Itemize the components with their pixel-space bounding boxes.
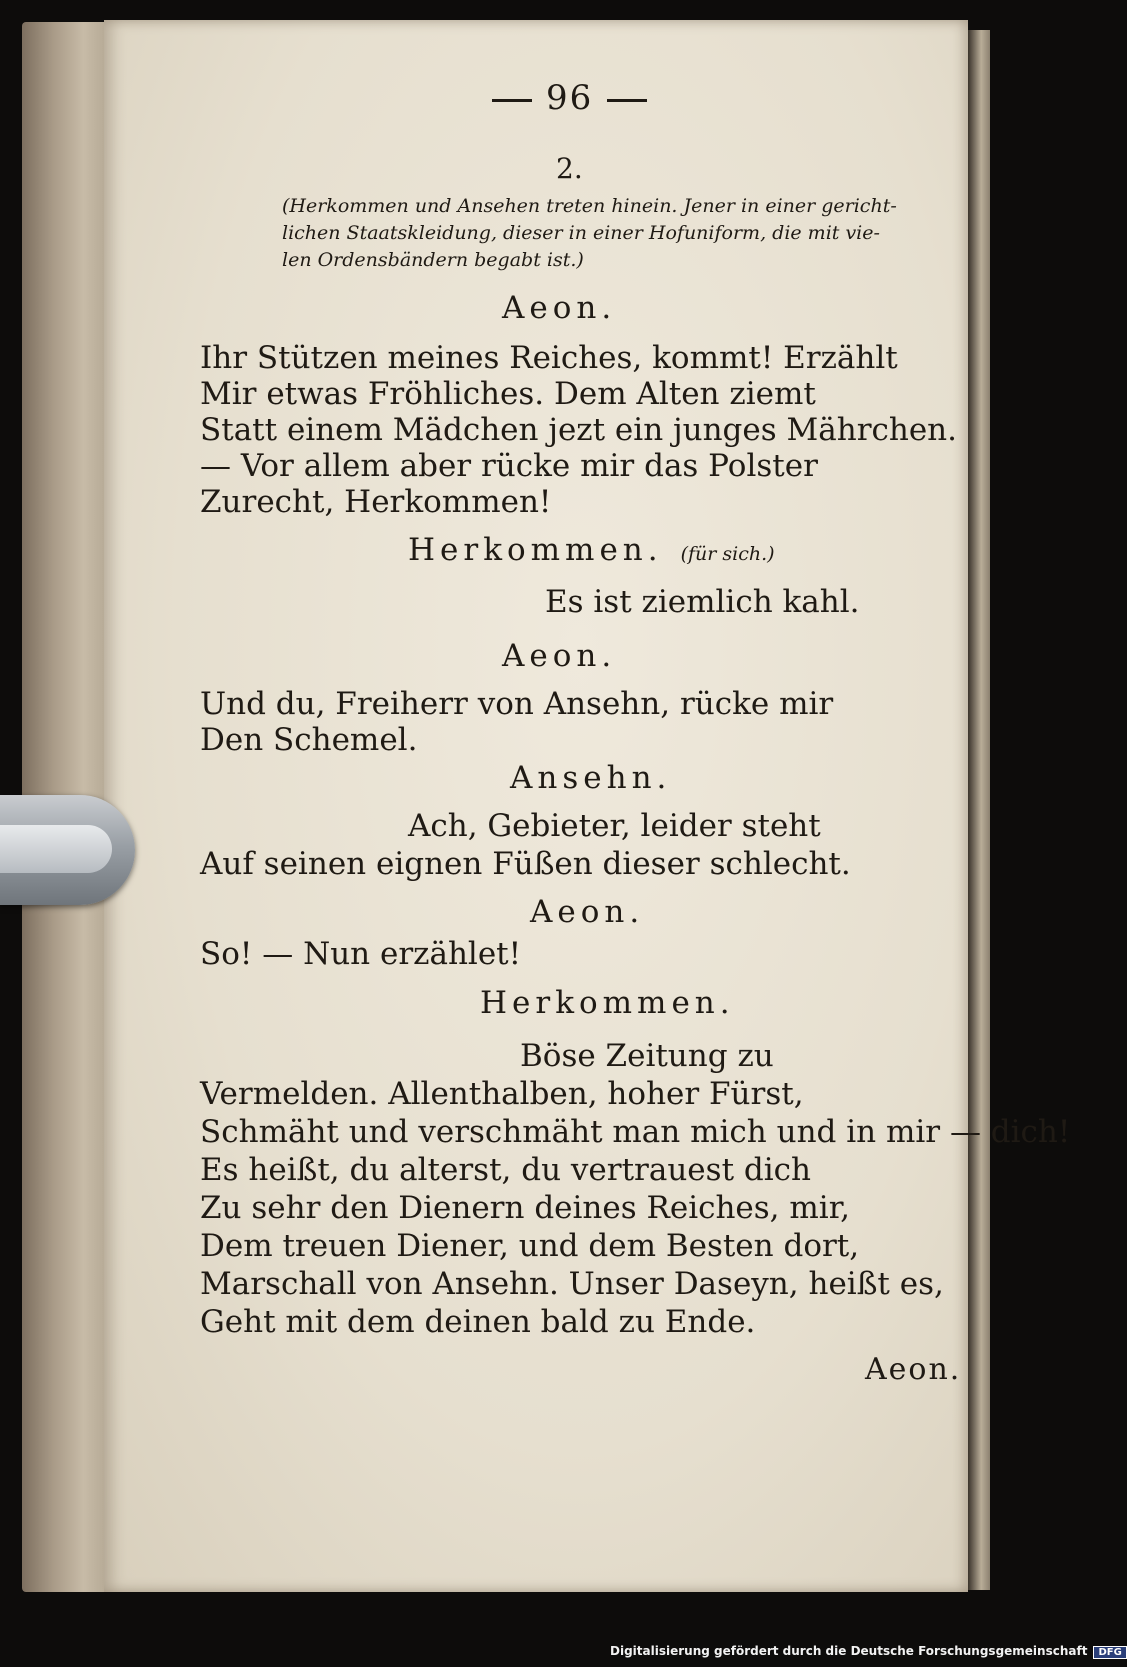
verse-line: Dem treuen Diener, und dem Besten dort, (200, 1228, 860, 1264)
speaker-aeon: Aeon. (530, 894, 645, 930)
speaker-herkommen (408, 532, 775, 568)
page-number-text: 96 (546, 78, 594, 118)
dash-left (492, 99, 532, 102)
verse-line: Es ist ziemlich kahl. (545, 584, 860, 620)
speaker-aeon: Aeon. (502, 638, 617, 674)
verse-line: Ach, Gebieter, leider steht (408, 808, 821, 844)
credit-text: Digitalisierung gefördert durch die Deutsche Forschungsgemeinschaft (610, 1644, 1088, 1658)
verse-line: Auf seinen eignen Füßen dieser schlecht. (200, 846, 851, 882)
stage-direction-line: (Herkommen und Ansehen treten hinein. Jener in einer gericht- (282, 195, 897, 217)
verse-line: Zu sehr den Dienern deines Reiches, mir, (200, 1190, 850, 1226)
stage-direction-line: lichen Staatskleidung, dieser in einer Hofuniform, die mit vie- (282, 222, 880, 244)
verse-line: Marschall von Ansehn. Unser Daseyn, heißt es, (200, 1266, 944, 1302)
verse-line: Vermelden. Allenthalben, hoher Fürst, (200, 1076, 804, 1112)
stage-direction-line: len Ordensbändern begabt ist.) (282, 249, 584, 271)
aside-note: (für sich.) (680, 543, 775, 565)
scene-number: 2. (556, 152, 583, 185)
page-number (478, 78, 661, 118)
verse-line: Zurecht, Herkommen! (200, 484, 552, 520)
facing-page-edge (968, 30, 990, 1590)
verse-line: Böse Zeitung zu (520, 1038, 774, 1074)
verse-line: — Vor allem aber rücke mir das Polster (200, 448, 818, 484)
verse-line: Es heißt, du alterst, du vertrauest dich (200, 1152, 811, 1188)
verse-line: Geht mit dem deinen bald zu Ende. (200, 1304, 756, 1340)
verse-line: Schmäht und verschmäht man mich und in mir — dich! (200, 1114, 1071, 1150)
speaker-herkommen: Herkommen. (480, 985, 735, 1021)
verse-line: Den Schemel. (200, 722, 418, 758)
speaker-ansehn: Ansehn. (510, 760, 672, 796)
speaker-aeon: Aeon. (502, 290, 617, 326)
verse-line: Mir etwas Fröhliches. Dem Alten ziemt (200, 376, 816, 412)
digitization-credit (610, 1644, 1127, 1659)
dfg-logo: DFG (1093, 1646, 1126, 1659)
verse-line: Und du, Freiherr von Ansehn, rücke mir (200, 686, 834, 722)
verse-line: Statt einem Mädchen jezt ein junges Mährchen. (200, 412, 958, 448)
page-clip-highlight (0, 825, 112, 873)
verse-line: So! — Nun erzählet! (200, 936, 522, 972)
catchword: Aeon. (865, 1352, 962, 1387)
verse-line: Ihr Stützen meines Reiches, kommt! Erzählt (200, 340, 898, 376)
dash-right (607, 99, 647, 102)
speaker-name: Herkommen. (408, 532, 663, 568)
